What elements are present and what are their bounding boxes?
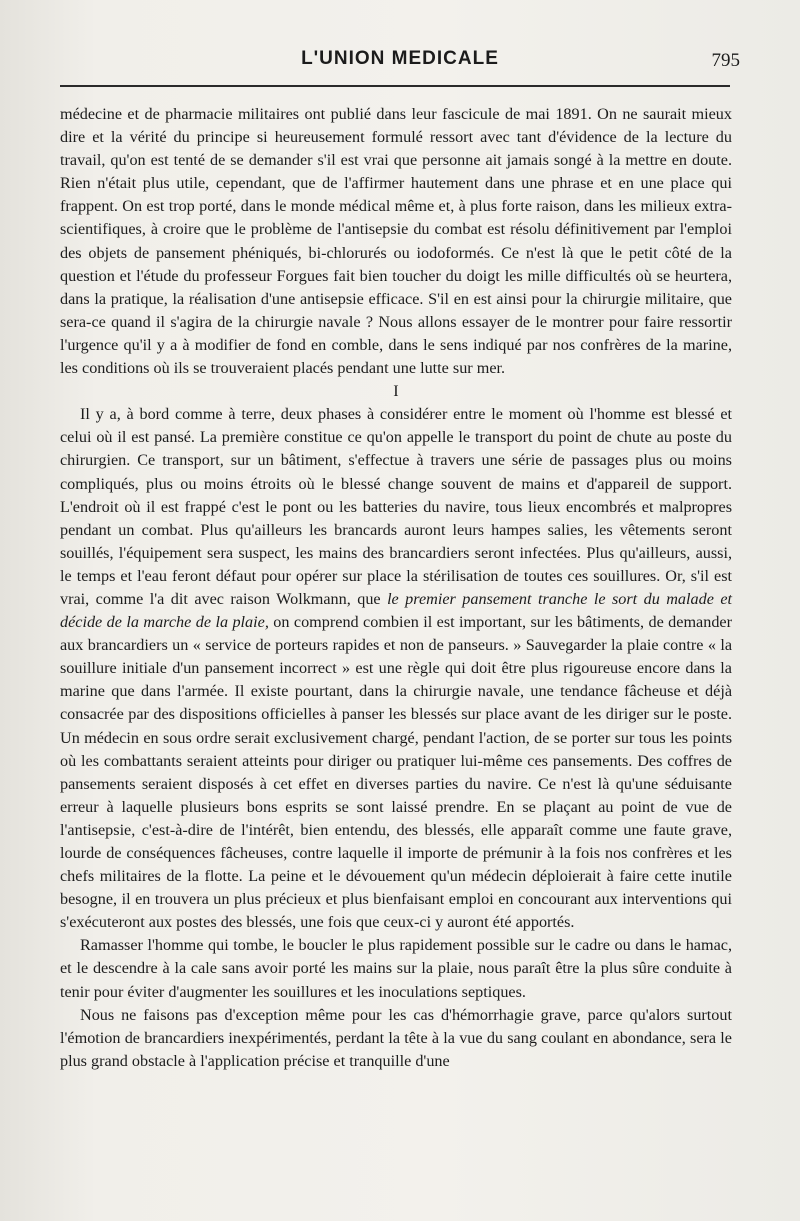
paragraph-2-part-a: Il y a, à bord comme à terre, deux phases à considérer entre le moment où l'homme est blessé et celui où il est pansé. La première constitue ce qu'on appelle le transport du point de chute au poste du chirurgien. Ce transport, sur un bâtiment, s'effectue à travers une série de passages plus ou moins compliqués, plus ou moins étroits où le blessé change souvent de mains et d'appareil de support. L'endroit où il est frappé c'est le pont ou les batteries du navire, tous lieux encombrés et malpropres pendant un combat. Plus qu'ailleurs les brancards auront leurs hampes salies, les vêtements seront souillés, l'équipement sera suspect, les mains des brancardiers seront infectées. Plus qu'ailleurs, aussi, le temps et l'eau feront défaut pour opérer sur place la stérilisation de toutes ces souillures. Or, s'il est vrai, comme l'a dit avec raison Wolkmann, que <box>60 405 732 608</box>
running-title: L'UNION MEDICALE <box>301 48 499 69</box>
paragraph-4: Nous ne faisons pas d'exception même pour les cas d'hémorrhagie grave, parce qu'alors surtout l'émotion de brancardiers inexpérimentés, perdant la tête à la vue du sang coulant en abondance, sera le plus grand obstacle à l'application précise et tranquille d'une <box>60 1005 732 1070</box>
page-number: 795 <box>711 50 740 71</box>
paragraph-2-part-b: on comprend combien il est important, sur les bâtiments, de demander aux brancardiers un « service de porteurs rapides et non de panseurs. » Sauvegarder la plaie contre « la souillure initiale d'un pansement incorrect » est une règle qui doit être plus rigoureuse encore dans la marine que dans l'armée. Il existe pourtant, dans la chirurgie navale, une tendance fâcheuse et déjà consacrée par des dispositions officielles à panser les blessés sur place avant de les diriger sur le poste. Un médecin en sous ordre serait exclusivement chargé, pendant l'action, de se porter sur tous les points où les combattants seraient atteints pour diriger ou pratiquer lui-même ces pansements. Des coffres de pansements seraient disposés à cet effet en diverses parties du navire. Ce n'est là qu'une séduisante erreur à laquelle plusieurs bons esprits se sont laissé prendre. En se plaçant au point de vue de l'antisepsie, c'est-à-dire de l'intérêt, bien entendu, des blessés, elle apparaît comme une faute grave, lourde de conséquences fâcheuses, contre laquelle il importe de prémunir à la fois nos confrères et les chefs militaires de la flotte. La peine et le dévouement qu'un médecin déploierait à faire cette inutile besogne, il en trouvera un plus précieux et plus bienfaisant emploi en concourant aux interventions qui s'exécuteront aux postes des blessés, une fois que ceux-ci y auront été apportés. <box>60 613 732 932</box>
section-number: I <box>393 382 399 401</box>
paragraph-2-quote: le premier pansement tranche le sort du malade et décide de la marche de la plaie, <box>60 589 733 632</box>
body-text <box>60 103 732 1073</box>
paragraph-3: Ramasser l'homme qui tombe, le boucler le plus rapidement possible sur le cadre ou dans le hamac, et le descendre à la cale sans avoir porté les mains sur la plaie, nous paraît être la plus sûre conduite à tenir pour éviter d'augmenter les souillures et les inoculations septiques. <box>60 936 732 1001</box>
page-header <box>60 48 740 78</box>
header-rule <box>60 85 730 87</box>
paragraph-2 <box>60 403 732 934</box>
paragraph-1: médecine et de pharmacie militaires ont publié dans leur fascicule de mai 1891. On ne saurait mieux dire et la vérité du principe si heureusement formulé ressort avec tant d'évidence de la lecture du travail, qu'on est tenté de se demander s'il est vrai que personne ait jamais songé à la mettre en doute. Rien n'était plus utile, cependant, que de l'affirmer hautement dans une phrase et en une place qui frappent. On est trop porté, dans le monde médical même et, à plus forte raison, dans les milieux extra-scientifiques, à croire que le problème de l'antisepsie du combat est résolu définitivement par l'emploi des objets de pansement phéniqués, bi-chlorurés ou iodoformés. Ce n'est là que le petit côté de la question et l'étude du professeur Forgues fait bien toucher du doigt les mille difficultés où se heurtera, dans la pratique, la réalisation d'une antisepsie efficace. S'il en est ainsi pour la chirurgie militaire, que sera-ce quand il s'agira de la chirurgie navale ? Nous allons essayer de le montrer pour faire ressortir l'urgence qu'il y a à modifier de fond en comble, dans le sens indiqué par nos confrères de la marine, les conditions où ils se trouveraient placés pendant une lutte sur mer. <box>60 105 732 378</box>
